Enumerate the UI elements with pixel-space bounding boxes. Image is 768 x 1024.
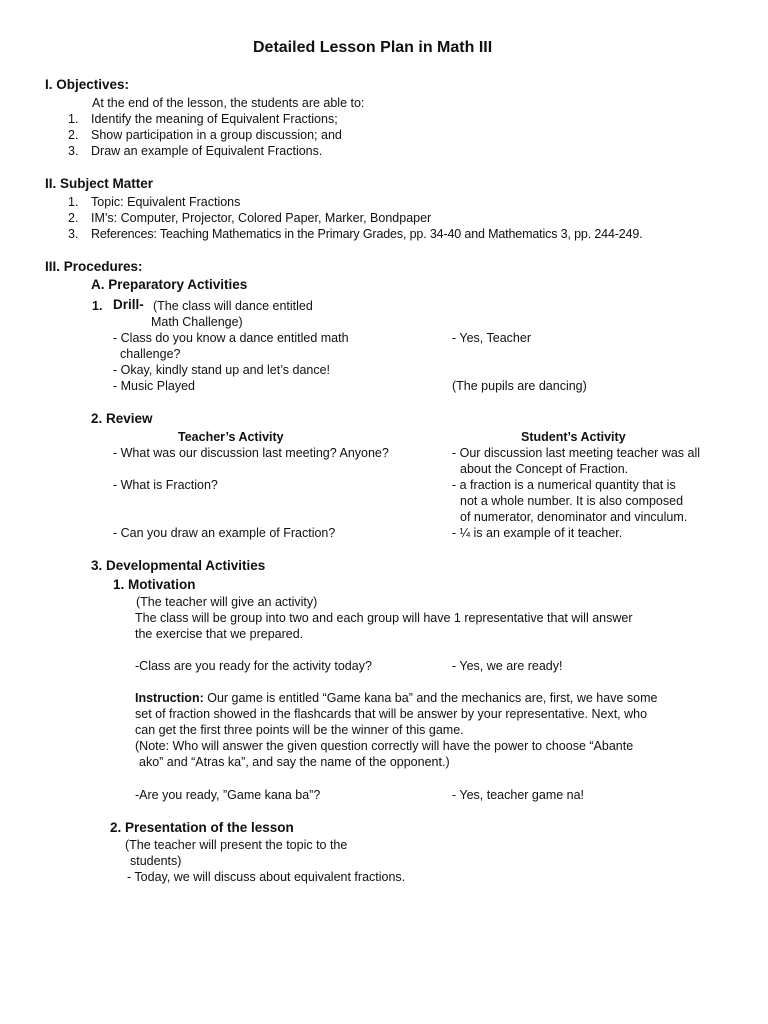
teacher-line: - Okay, kindly stand up and let’s dance! [113,363,331,377]
teacher-line: -Are you ready, ”Game kana ba”? [135,788,321,802]
subject-num: 3. [68,227,79,241]
student-line: of numerator, denominator and vinculum. [460,510,688,524]
developmental-heading: 3. Developmental Activities [91,558,266,573]
presentation-text: students) [130,854,182,868]
motivation-heading: 1. Motivation [113,577,196,592]
teacher-line: - What was our discussion last meeting? Anyone? [113,446,389,460]
motivation-text: the exercise that we prepared. [135,627,304,641]
student-line: not a whole number. It is also composed [460,494,684,508]
objective-num: 2. [68,128,79,142]
student-line: (The pupils are dancing) [452,379,587,393]
note-text: ako” and “Atras ka”, and say the name of the opponent.) [139,755,450,769]
teacher-line: - Music Played [113,379,195,393]
instruction-text: Our game is entitled “Game kana ba” and the mechanics are, first, we have some [203,691,658,705]
student-line: about the Concept of Fraction. [460,462,629,476]
note-text: (Note: Who will answer the given question correctly will have the power to choose “Abante [135,739,634,753]
student-line: - Our discussion last meeting teacher was all [452,446,701,460]
drill-num: 1. [92,299,103,313]
subject-num: 1. [68,195,79,209]
procedures-heading: III. Procedures: [45,259,143,274]
teacher-line: - Can you draw an example of Fraction? [113,526,336,540]
teacher-line: challenge? [120,347,181,361]
teacher-line: -Class are you ready for the activity today? [135,659,372,673]
student-line: - Yes, teacher game na! [452,788,585,802]
subject-item: References: Teaching Mathematics in the Primary Grades, pp. 34-40 and Mathematics 3, pp. 244-249. [91,227,643,241]
review-heading: 2. Review [91,411,153,426]
drill-label: Drill- [113,297,144,312]
subject-item: Topic: Equivalent Fractions [91,195,241,209]
student-activity-header: Student’s Activity [521,430,626,444]
instruction-text: set of fraction showed in the flashcards that will be answer by your representative. Next, who [135,707,648,721]
teacher-activity-header: Teacher’s Activity [178,430,284,444]
subject-matter-heading: II. Subject Matter [45,176,154,191]
instruction-text: can get the first three points will be the winner of this game. [135,723,464,737]
objectives-heading: I. Objectives: [45,77,130,92]
subject-num: 2. [68,211,79,225]
objective-item: Show participation in a group discussion; and [91,128,342,142]
student-line: - Yes, Teacher [452,331,531,345]
drill-description: (The class will dance entitled [153,299,313,313]
student-line: - a fraction is a numerical quantity that is [452,478,676,492]
presentation-text: - Today, we will discuss about equivalent fractions. [127,870,406,884]
drill-description: Math Challenge) [151,315,243,329]
objective-item: Identify the meaning of Equivalent Fractions; [91,112,338,126]
teacher-line: - What is Fraction? [113,478,218,492]
objective-num: 1. [68,112,79,126]
preparatory-heading: A. Preparatory Activities [91,277,248,292]
subject-item: IM’s: Computer, Projector, Colored Paper, Marker, Bondpaper [91,211,432,225]
presentation-heading: 2. Presentation of the lesson [110,820,294,835]
objective-num: 3. [68,144,79,158]
student-line: - ¼ is an example of it teacher. [452,526,623,540]
motivation-text: (The teacher will give an activity) [136,595,318,609]
instruction-label: Instruction: [135,691,204,705]
student-line: - Yes, we are ready! [452,659,563,673]
teacher-line: - Class do you know a dance entitled math [113,331,349,345]
motivation-text: The class will be group into two and each group will have 1 representative that will answer [135,611,633,625]
objective-item: Draw an example of Equivalent Fractions. [91,144,323,158]
presentation-text: (The teacher will present the topic to the [125,838,348,852]
objectives-intro: At the end of the lesson, the students are able to: [92,96,365,110]
page-title: Detailed Lesson Plan in Math III [253,39,493,56]
instruction-line [135,690,657,706]
